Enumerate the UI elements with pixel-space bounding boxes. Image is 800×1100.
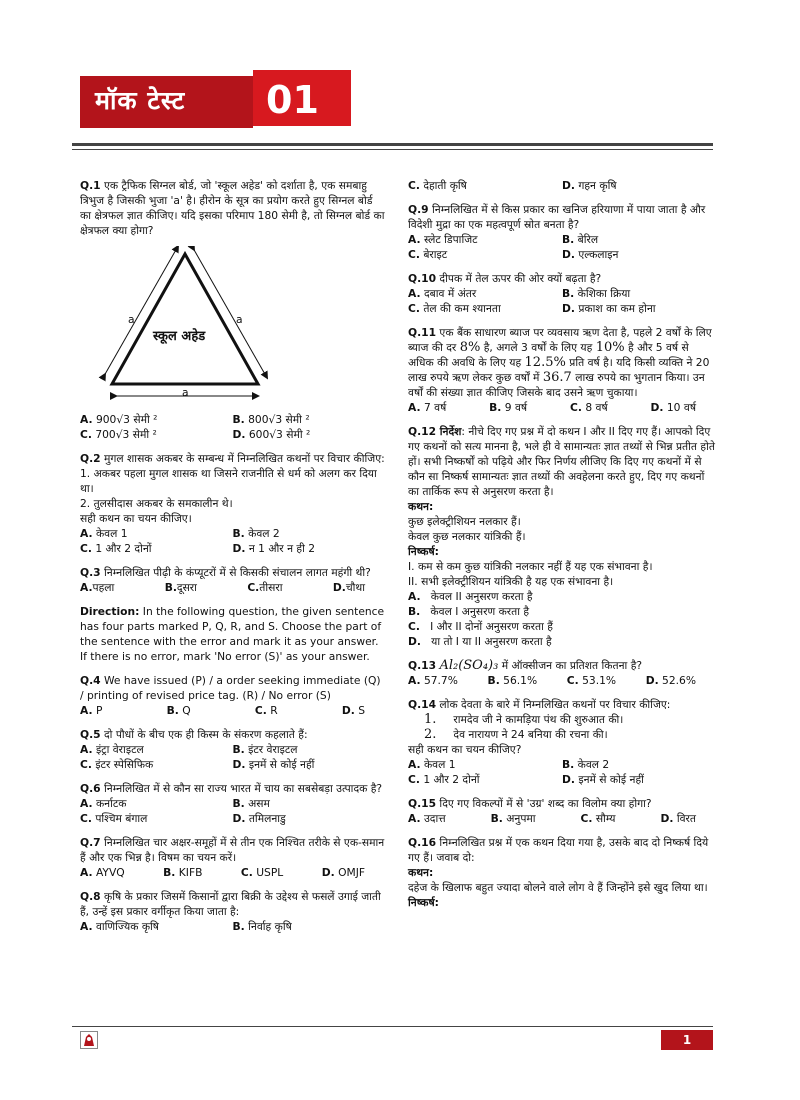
- option-c[interactable]: C. I और II दोनों अनुसरण करता हैं: [408, 620, 553, 633]
- option-a[interactable]: A. केवल 1: [408, 758, 456, 771]
- option-b[interactable]: B. केवल I अनुसरण करता है: [408, 605, 530, 618]
- option-d[interactable]: D. OMJF: [321, 866, 365, 879]
- option-c[interactable]: C. USPL: [240, 866, 284, 879]
- nishkarsh-label: निष्कर्ष:: [408, 545, 439, 558]
- question-6: Q.6 निम्नलिखित में से कौन सा राज्य भारत में चाय का सबसेबड़ा उत्पादक है? A. कर्नाटक B. असम C. पश्चिम बंगाल D. तमिलनाडु: [80, 781, 385, 826]
- question-8-continued: [408, 178, 716, 193]
- option-a[interactable]: A. 900√3 सेमी ²: [80, 413, 158, 426]
- option-b[interactable]: B. असम: [232, 797, 270, 810]
- question-15: Q.15 दिए गए विकल्पों में से 'उग्र' शब्द का विलोम क्या होगा? A. उदात्त B. अनुपमा C. सौम्य D. विरत: [408, 797, 696, 825]
- option-a[interactable]: A. इंट्रा वेराइटल: [80, 743, 144, 756]
- option-b[interactable]: B. 9 वर्ष: [489, 401, 528, 414]
- option-c[interactable]: C. इंटर स्पेसिफिक: [80, 758, 154, 771]
- option-a[interactable]: A. वाणिज्यिक कृषि: [80, 920, 159, 933]
- header-rule-thin: [72, 149, 713, 150]
- question-9: Q.9 निम्नलिखित में से किस प्रकार का खनिज हरियाणा में पाया जाता है और विदेशी मुद्रा का एक महत्वपूर्ण स्रोत बनता है? A. स्लेट डिपाजिट B. बेरिल C. बेराइट D. एल्कलाइन: [408, 202, 716, 262]
- page-number: 1: [661, 1030, 713, 1050]
- side-label-bottom: a: [182, 386, 189, 399]
- option-d[interactable]: D. या तो I या II अनुसरण करता है: [408, 635, 552, 648]
- option-c[interactable]: C. 8 वर्ष: [570, 401, 608, 414]
- page-title: मॉक टेस्ट: [95, 86, 186, 115]
- option-c[interactable]: C. 700√3 सेमी ²: [80, 428, 157, 441]
- option-d[interactable]: D. 52.6%: [645, 674, 696, 687]
- question-5: Q.5 दो पौधों के बीच एक ही किस्म के संकरण कहलाते हैं: A. इंट्रा वेराइटल B. इंटर वेराइटल C. इंटर स्पेसिफिक D. इनमें से कोई नहीं: [80, 727, 385, 772]
- side-label-right: a: [236, 313, 243, 326]
- question-3: Q.3 निम्नलिखित पीढ़ी के कंप्यूटरों में से किसकी संचालन लागत महंगी थी? A.पहला B.दूसरा C.तीसरा D.चौथा: [80, 566, 371, 594]
- option-c[interactable]: C. 1 और 2 दोनों: [408, 773, 480, 786]
- option-c[interactable]: C. R: [254, 704, 278, 717]
- question-16: Q.16 निम्नलिखित प्रश्न में एक कथन दिया गया है, उसके बाद दो निष्कर्ष दिये गए हैं। जवाब दो: कथन: दहेज के खिलाफ बहुत ज्यादा बोलने वाले लोग वे हैं जिन्होंने इसे खुद लिया था। निष्कर्ष:: [408, 836, 709, 909]
- question-ask: सही कथन का चयन कीजिए।: [80, 512, 192, 525]
- question-8: Q.8 कृषि के प्रकार जिसमें किसानों द्वारा बिक्री के उद्देश्य से फसलें उगाई जाती हैं, उन्हें इस प्रकार वर्गीकृत किया जाता है: A. वाणिज्यिक कृषि B. निर्वाह कृषि: [80, 889, 385, 934]
- option-d[interactable]: D. इनमें से कोई नहीं: [232, 758, 315, 771]
- option-b[interactable]: B. बेरिल: [562, 233, 599, 246]
- question-7: Q.7 निम्नलिखित चार अक्षर-समूहों में से तीन एक निश्चित तरीके से एक-समान हैं और एक भिन्न है। विषम का चयन करें। A. AYVQ B. KIFB C. USPL D. OMJF: [80, 836, 385, 879]
- figure-label: स्कूल अहेड: [153, 329, 206, 344]
- option-d[interactable]: D.चौथा: [332, 581, 365, 594]
- option-c[interactable]: C. सौम्य: [580, 812, 616, 825]
- option-a[interactable]: A. केवल 1: [80, 527, 128, 540]
- statement-1: 1. अकबर पहला मुगल शासक था जिसने राजनीति से धर्म को अलग कर दिया था।: [80, 467, 377, 495]
- option-a[interactable]: A. P: [80, 704, 103, 717]
- option-a[interactable]: A. उदात्त: [408, 812, 446, 825]
- option-c[interactable]: C. बेराइट: [408, 248, 448, 261]
- option-c[interactable]: C. 1 और 2 दोनों: [80, 542, 152, 555]
- right-column: [408, 178, 716, 919]
- option-d[interactable]: D. तमिलनाडु: [232, 812, 286, 825]
- option-a[interactable]: A. दबाव में अंतर: [408, 287, 477, 300]
- option-c[interactable]: C. 53.1%: [566, 674, 617, 687]
- option-a[interactable]: A.पहला: [80, 581, 115, 594]
- side-label-left: a: [128, 313, 135, 326]
- option-d[interactable]: D. S: [341, 704, 365, 717]
- option-d[interactable]: D. 600√3 सेमी ²: [232, 428, 311, 441]
- option-d[interactable]: D. एल्कलाइन: [562, 248, 619, 261]
- option-d[interactable]: D. न 1 और न ही 2: [232, 542, 316, 555]
- question-number: Q.1: [80, 179, 101, 192]
- triangle-figure: [90, 246, 280, 406]
- question-1: [80, 178, 385, 442]
- header-rule-thick: [72, 143, 713, 146]
- left-column: [80, 178, 385, 943]
- option-c[interactable]: C. तेल की कम श्यानता: [408, 302, 501, 315]
- option-b[interactable]: B. अनुपमा: [490, 812, 536, 825]
- direction-block: Direction: In the following question, the given sentence has four parts marked P, Q, R, and S. Choose the part of the sentence with the error and mark it as your answer. If there is no error, mark 'No error (S)' as your answer.: [80, 605, 385, 663]
- option-b[interactable]: B. 56.1%: [487, 674, 538, 687]
- question-12: Q.12 निर्देश: नीचे दिए गए प्रश्न में दो कथन I और II दिए गए हैं। आपको दिए गए कथनों को सत्य मानना है, भले ही वे सामान्यतः ज्ञात तथ्यों से भिन्न प्रतीत होते हों। सभी निष्कर्षों को पढ़िये और फिर निर्णय लीजिए कि दिए गए कथनों में से कौन सा निष्कर्ष सामान्यतः ज्ञात तथ्यों की अवहेलना करते हुए, दिए गए कथनों का तार्किक रूप से अनुसरण करता है। कथन: कुछ इलेक्ट्रीशियन नलकार हैं। केवल कुछ नलकार यांत्रिकी हैं। निष्कर्ष: I. कम से कम कुछ यांत्रिकी नलकार नहीं हैं यह एक संभावना है। II. सभी इलेक्ट्रीशियन यांत्रिकी है यह एक संभावना है। A. केवल II अनुसरण करता है B. केवल I अनुसरण करता है C. I और II दोनों अनुसरण करता हैं D. या तो I या II अनुसरण करता है: [408, 425, 715, 648]
- option-a[interactable]: A. 7 वर्ष: [408, 401, 447, 414]
- chemical-formula: Al₂(SO₄)₃: [439, 658, 499, 673]
- option-b[interactable]: B. केवल 2: [232, 527, 280, 540]
- question-2: Q.2 मुगल शासक अकबर के सम्बन्ध में निम्नलिखित कथनों पर विचार कीजिए: 1. अकबर पहला मुगल शासक था जिसने राजनीति से धर्म को अलग कर दिया था। 2. तुलसीदास अकबर के समकालीन थे। सही कथन का चयन कीजिए। A. केवल 1 B. केवल 2 C. 1 और 2 दोनों D. न 1 और न ही 2: [80, 452, 385, 555]
- option-d[interactable]: D. विरत: [660, 812, 696, 825]
- option-c[interactable]: C.तीसरा: [247, 581, 283, 594]
- option-d[interactable]: D. प्रकाश का कम होना: [562, 302, 656, 315]
- publisher-logo-icon: [80, 1031, 98, 1049]
- question-10: Q.10 दीपक में तेल ऊपर की ओर क्यों बढ़ता है? A. दबाव में अंतर B. केशिका क्रिया C. तेल की कम श्यानता D. प्रकाश का कम होना: [408, 271, 716, 316]
- option-b[interactable]: B. Q: [166, 704, 191, 717]
- question-11: Q.11 एक बैंक साधारण ब्याज पर व्यवसाय ऋण देता है, पहले 2 वर्षों के लिए ब्याज की दर 8% है, अगले 3 वर्षों के लिए यह 10% है और 5 वर्ष से अधिक की अवधि के लिए यह 12.5% प्रति वर्ष है। यदि किसी व्यक्ति ने 20 लाख रुपये ऋण लेकर कुछ वर्षों में 36.7 लाख रुपये का भुगतान किया। उन वर्षों की संख्या ज्ञात कीजिए जिसके बाद उसने ऋण चुकाया। A. 7 वर्ष B. 9 वर्ष C. 8 वर्ष D. 10 वर्ष: [408, 326, 712, 414]
- test-number: 01: [266, 78, 319, 122]
- option-d[interactable]: D. इनमें से कोई नहीं: [562, 773, 644, 786]
- option-a[interactable]: A. 57.7%: [408, 674, 458, 687]
- footer-rule: [72, 1026, 713, 1027]
- option-b[interactable]: B. इंटर वेराइटल: [232, 743, 298, 756]
- question-13: Q.13 Al₂(SO₄)₃ में ऑक्सीजन का प्रतिशत कितना है? A. 57.7% B. 56.1% C. 53.1% D. 52.6%: [408, 658, 696, 687]
- question-text: एक ट्रैफिक सिग्नल बोर्ड, जो 'स्कूल अहेड' को दर्शाता है, एक समबाहु त्रिभुज है जिसकी भुजा 'a' है। हीरोन के सूत्र का प्रयोग करते हुए सिग्नल बोर्ड का क्षेत्रफल ज्ञात कीजिए। यदि इसका परिमाप 180 सेमी है, तो सिग्नल बोर्ड का क्षेत्रफल क्या होगा?: [80, 179, 385, 237]
- option-b[interactable]: B. KIFB: [163, 866, 203, 879]
- question-4: Q.4 We have issued (P) / a order seeking immediate (Q) / printing of revised price tag. (R) / No error (S) A. P B. Q C. R D. S: [80, 674, 381, 717]
- triangle-diagram: [90, 246, 280, 406]
- statement-2: 2. तुलसीदास अकबर के समकालीन थे।: [80, 497, 233, 510]
- option-b[interactable]: B. 800√3 सेमी ²: [232, 413, 310, 426]
- kathan-label: कथन:: [408, 500, 434, 513]
- option-a[interactable]: A. स्लेट डिपाजिट: [408, 233, 478, 246]
- question-14: Q.14 लोक देवता के बारे में निम्नलिखित कथनों पर विचार कीजिए: 1. रामदेव जी ने कामड़िया पंथ की शुरुआत की। 2. देव नारायण ने 24 बनिया की रचना की। सही कथन का चयन कीजिए? A. केवल 1 B. केवल 2 C. 1 और 2 दोनों D. इनमें से कोई नहीं: [408, 697, 716, 787]
- option-b[interactable]: B. केशिका क्रिया: [562, 287, 631, 300]
- option-c[interactable]: C. पश्चिम बंगाल: [80, 812, 148, 825]
- options-row: [80, 412, 385, 427]
- option-a[interactable]: A. केवल II अनुसरण करता है: [408, 590, 533, 603]
- option-d[interactable]: D. गहन कृषि: [562, 179, 617, 192]
- option-d[interactable]: D. 10 वर्ष: [650, 401, 696, 414]
- option-b[interactable]: B.दूसरा: [164, 581, 197, 594]
- option-a[interactable]: A. कर्नाटक: [80, 797, 127, 810]
- option-b[interactable]: B. केवल 2: [562, 758, 610, 771]
- option-a[interactable]: A. AYVQ: [80, 866, 125, 879]
- option-b[interactable]: B. निर्वाह कृषि: [232, 920, 292, 933]
- options-row: [80, 427, 385, 442]
- option-c[interactable]: C. देहाती कृषि: [408, 179, 467, 192]
